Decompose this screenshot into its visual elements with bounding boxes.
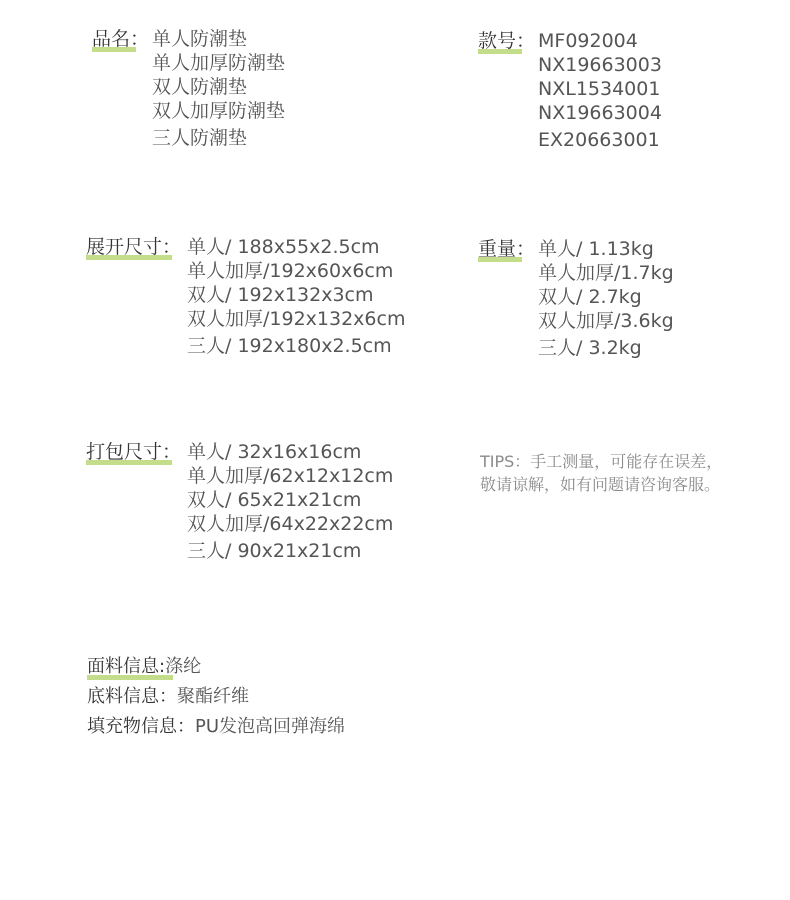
weight-value: 单人/ 1.13kg — [538, 238, 654, 260]
unfolded-size-value: 单人加厚/192x60x6cm — [187, 260, 394, 282]
base-material-value: 聚酯纤维 — [177, 686, 249, 707]
base-material-label: 底料信息： — [87, 686, 177, 707]
model-number-value: NX19663004 — [538, 102, 662, 124]
packed-size-value: 单人/ 32x16x16cm — [187, 441, 362, 463]
product-name-value: 单人加厚防潮垫 — [152, 52, 286, 74]
weight-label: 重量： — [478, 238, 536, 260]
weight-value: 双人/ 2.7kg — [538, 286, 642, 308]
unfolded-size-value: 双人加厚/192x132x6cm — [187, 308, 406, 330]
filling-value: PU发泡高回弹海绵 — [195, 716, 346, 737]
fabric-info — [87, 655, 201, 679]
filling-info — [87, 715, 345, 739]
packed-size-value: 双人/ 65x21x21cm — [187, 489, 362, 511]
unfolded-size-values — [187, 235, 405, 358]
product-name-values — [152, 27, 285, 150]
weight-values — [538, 237, 674, 360]
product-name-label: 品名： — [92, 28, 150, 50]
packed-size-label: 打包尺寸： — [86, 441, 182, 463]
model-number-value: NX19663003 — [538, 54, 662, 76]
base-material-info — [87, 685, 249, 709]
weight-value: 双人加厚/3.6kg — [538, 310, 674, 332]
tips-line: TIPS：手工测量，可能存在误差， — [480, 452, 723, 471]
model-number-value: EX20663001 — [538, 129, 660, 151]
product-name-value: 双人防潮垫 — [152, 76, 248, 98]
packed-size-value: 双人加厚/64x22x22cm — [187, 513, 394, 535]
weight-value: 三人/ 3.2kg — [538, 337, 642, 359]
product-name-value: 三人防潮垫 — [152, 127, 248, 149]
fabric-label: 面料信息: — [87, 656, 166, 677]
unfolded-size-value: 双人/ 192x132x3cm — [187, 284, 374, 306]
model-number-values — [538, 29, 662, 152]
weight-value: 单人加厚/1.7kg — [538, 262, 674, 284]
unfolded-size-value: 单人/ 188x55x2.5cm — [187, 236, 380, 258]
fabric-value: 涤纶 — [165, 656, 202, 677]
unfolded-size-label: 展开尺寸： — [86, 236, 182, 258]
product-name-value: 单人防潮垫 — [152, 28, 248, 50]
packed-size-value: 单人加厚/62x12x12cm — [187, 465, 394, 487]
model-number-label: 款号： — [478, 30, 536, 52]
unfolded-size-value: 三人/ 192x180x2.5cm — [187, 335, 392, 357]
measurement-tips — [480, 450, 770, 496]
product-name-value: 双人加厚防潮垫 — [152, 100, 286, 122]
model-number-value: MF092004 — [538, 30, 638, 52]
packed-size-values — [187, 440, 393, 563]
model-number-value: NXL1534001 — [538, 78, 661, 100]
tips-line: 敬请谅解，如有问题请咨询客服。 — [480, 475, 721, 494]
packed-size-value: 三人/ 90x21x21cm — [187, 540, 362, 562]
filling-label: 填充物信息： — [87, 716, 195, 737]
